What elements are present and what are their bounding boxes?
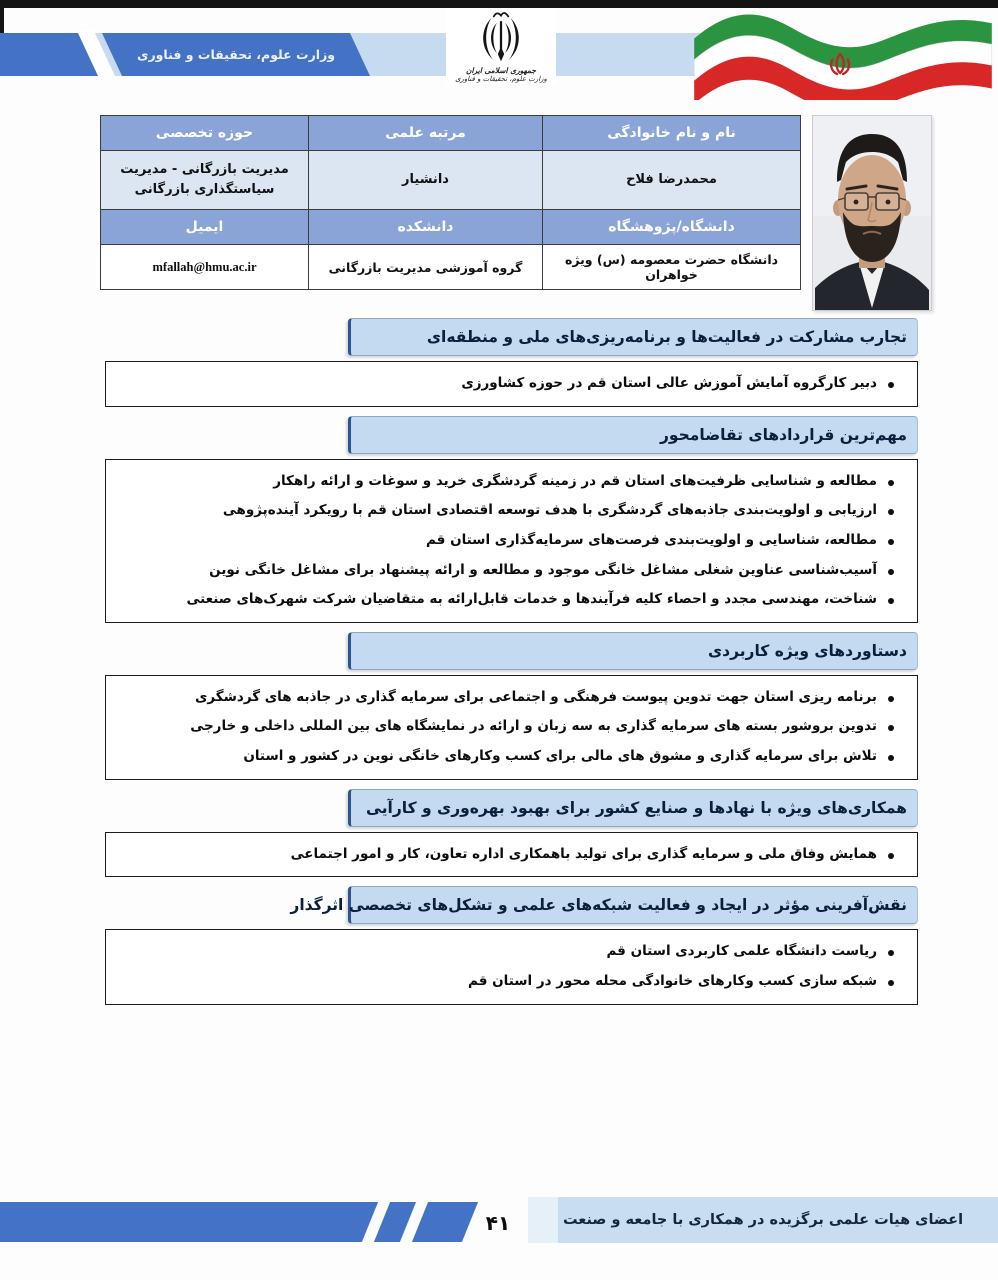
section-list-special-collaborations xyxy=(105,832,918,878)
footer-title-bar-lead xyxy=(528,1197,558,1243)
header-full-name: نام و نام خانوادگی xyxy=(543,116,801,151)
footer-title-bar xyxy=(528,1197,998,1243)
footer-stripe-small xyxy=(374,1202,416,1242)
emblem-caption-line1: جمهوری اسلامی ایران xyxy=(465,66,537,75)
list-item: برنامه ریزی استان جهت تدوین پیوست فرهنگی و اجتماعی برای سرمایه گذاری در جاذبه های گردشگری xyxy=(116,683,903,713)
table-row xyxy=(101,116,801,151)
ministry-ribbon xyxy=(102,33,370,76)
section-list-scientific-networks xyxy=(105,929,918,1004)
value-email: mfallah@hmu.ac.ir xyxy=(101,245,309,290)
list-item: شبکه سازی کسب وکارهای خانوادگی محله محور در استان قم xyxy=(116,967,903,997)
section-list-applied-achievements xyxy=(105,675,918,780)
section-title: تجارب مشارکت در فعالیت‌ها و برنامه‌ریزی‌های ملی و منطقه‌ای xyxy=(426,328,907,346)
list-item: مطالعه و شناسایی ظرفیت‌های استان قم در زمینه گردشگری خرید و سوغات و ارائه راهکار xyxy=(116,467,903,497)
section-title: دستاوردهای ویژه کاربردی xyxy=(707,641,907,660)
header-academic-rank: مرتبه علمی xyxy=(309,116,543,151)
table-row xyxy=(101,151,801,210)
value-full-name: محمدرضا فلاح xyxy=(543,151,801,210)
value-academic-rank: دانشیار xyxy=(309,151,543,210)
section-list-demand-contracts xyxy=(105,459,918,623)
footer-title-label: اعضای هیات علمی برگزیده در همکاری با جامعه و صنعت xyxy=(562,1212,964,1228)
section-title: همکاری‌های ویژه با نهادها و صنایع کشور برای بهبود بهره‌وری و کارآیی xyxy=(366,798,907,817)
header-email: ایمیل xyxy=(101,210,309,245)
section-list-national-activities xyxy=(105,361,918,407)
list-item: ارزیابی و اولویت‌بندی جاذبه‌های گردشگری با هدف توسعه اقتصادی استان قم با رویکرد آینده‌پژوهی xyxy=(116,496,903,526)
header-specialty-field: حوزه تخصصی xyxy=(101,116,309,151)
iran-emblem-icon xyxy=(475,10,527,66)
list-item: دبیر کارگروه آمایش آموزش عالی استان قم در حوزه کشاورزی xyxy=(116,369,903,399)
value-specialty-field: مدیریت بازرگانی - مدیریت سیاستگذاری بازرگانی xyxy=(101,151,309,210)
list-item: شناخت، مهندسی مجدد و احصاء کلیه فرآیندها و خدمات قابل‌ارائه به متقاضیان شرکت شهرک‌های صنعتی xyxy=(116,585,903,615)
list-item: تدوین بروشور بسته های سرمایه گذاری به سه زبان و ارائه در نمایشگاه های بین المللی داخلی و خارجی xyxy=(116,712,903,742)
emblem-caption-line2: وزارت علوم، تحقیقات و فناوری xyxy=(455,75,547,84)
list-item: همایش وفاق ملی و سرمایه گذاری برای تولید باهمکاری اداره تعاون، کار و امور اجتماعی xyxy=(116,840,903,870)
iran-flag-icon xyxy=(688,4,998,100)
portrait-photo xyxy=(812,115,932,311)
header-faculty: دانشکده xyxy=(309,210,543,245)
sections-area xyxy=(105,318,918,1014)
value-university: دانشگاه حضرت معصومه (س) ویژه خواهران xyxy=(543,245,801,290)
section-title: مهم‌ترین قراردادهای تقاضامحور xyxy=(659,425,907,444)
header-band xyxy=(0,33,700,76)
section-title: نقش‌آفرینی مؤثر در ایجاد و فعالیت شبکه‌های علمی و تشکل‌های تخصصی اثرگذار xyxy=(290,896,907,915)
section-header-national-activities xyxy=(348,318,918,356)
page-number: ۴۱ xyxy=(485,1211,511,1235)
list-item: آسیب‌شناسی عناوین شغلی مشاغل خانگی موجود و مطالعه و ارائه پیشنهاد برای مشاغل خانگی نوین xyxy=(116,556,903,586)
footer-stripe-large xyxy=(412,1202,478,1242)
section-header-demand-contracts xyxy=(348,416,918,454)
value-faculty: گروه آموزشی مدیریت بازرگانی xyxy=(309,245,543,290)
section-header-special-collaborations xyxy=(348,789,918,827)
section-header-applied-achievements xyxy=(348,632,918,670)
table-row xyxy=(101,245,801,290)
footer-blue-bar xyxy=(0,1202,378,1242)
section-header-scientific-networks xyxy=(290,886,918,924)
table-row xyxy=(101,210,801,245)
list-item: تلاش برای سرمایه گذاری و مشوق های مالی برای کسب وکارهای خانگی نوین در کشور و استان xyxy=(116,742,903,772)
profile-table xyxy=(100,115,801,290)
header-university: دانشگاه/پژوهشگاه xyxy=(543,210,801,245)
list-item: ریاست دانشگاه علمی کاربردی استان قم xyxy=(116,937,903,967)
ministry-ribbon-label: وزارت علوم، تحقیقات و فناوری xyxy=(136,47,336,62)
iran-emblem-block xyxy=(446,8,556,84)
list-item: مطالعه، شناسایی و اولویت‌بندی فرصت‌های سرمایه‌گذاری استان قم xyxy=(116,526,903,556)
